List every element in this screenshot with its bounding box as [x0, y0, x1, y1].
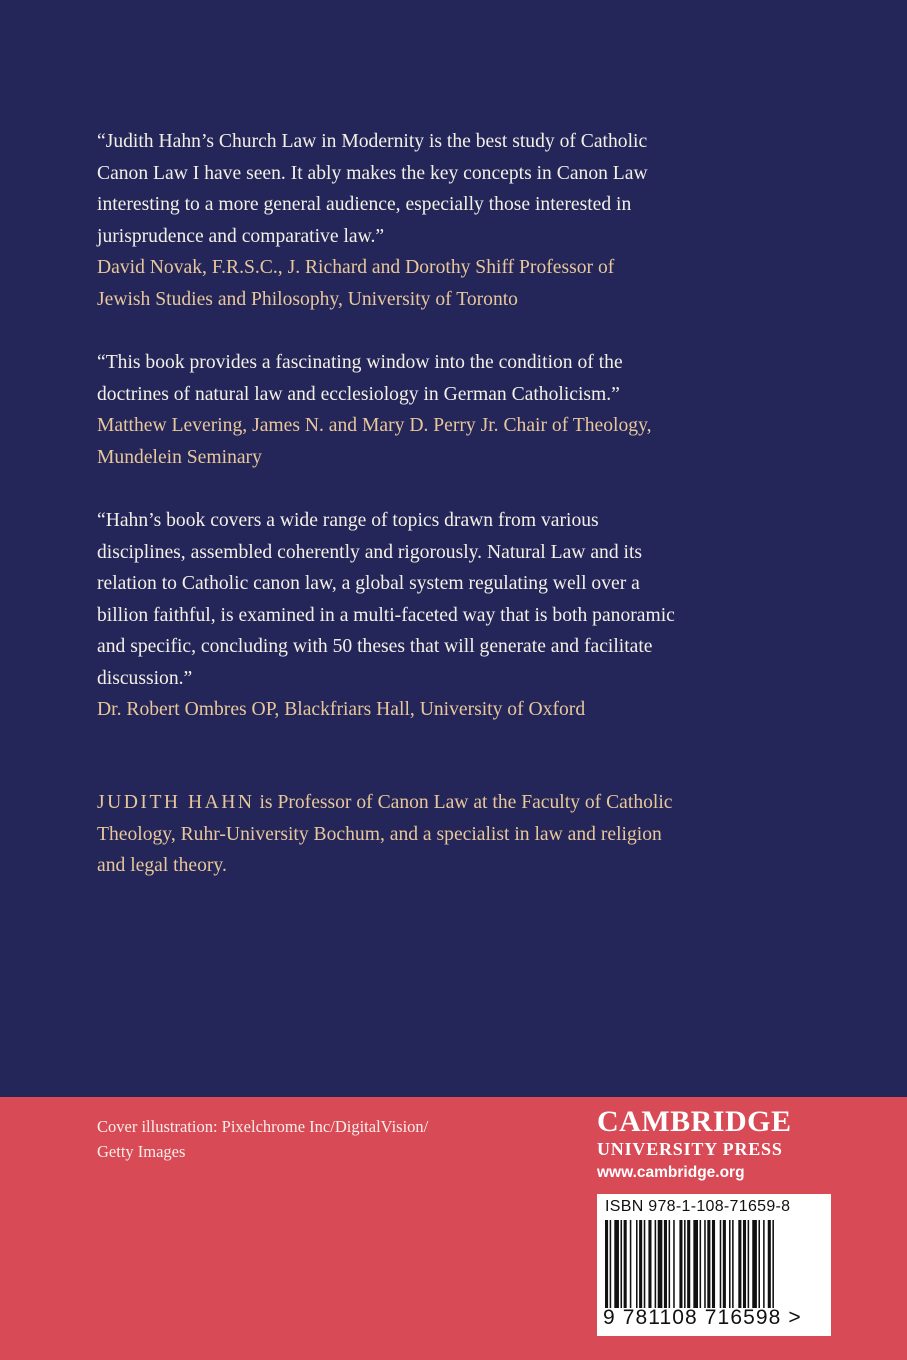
author-name: JUDITH HAHN [97, 792, 255, 813]
quote-line: “Judith Hahn’s Church Law in Modernity is the best study of Catholic [97, 131, 648, 152]
barcode-panel [597, 1194, 831, 1336]
attribution-line: Jewish Studies and Philosophy, University of Toronto [97, 288, 518, 310]
author-bio [97, 787, 797, 882]
cover-credit [97, 1114, 517, 1164]
barcode-icon [605, 1220, 819, 1308]
attribution-line: Mundelein Seminary [97, 446, 262, 468]
quote-line: billion faithful, is examined in a multi-faceted way that is both panoramic [97, 604, 675, 626]
quote-line: disciplines, assembled coherently and rigorously. Natural Law and its [97, 541, 643, 563]
author-bio-line: Theology, Ruhr-University Bochum, and a specialist in law and religion [97, 823, 662, 845]
blurb-novak [97, 126, 797, 315]
quote-line: relation to Catholic canon law, a global system regulating well over a [97, 573, 640, 594]
publisher-logo [597, 1106, 837, 1184]
attribution-line: Matthew Levering, James N. and Mary D. Perry Jr. Chair of Theology, [97, 415, 652, 436]
author-bio-line [97, 787, 797, 819]
quote-line: discussion.” [97, 667, 193, 689]
publisher-url: www.cambridge.org [597, 1164, 745, 1181]
quote-line: “Hahn’s book covers a wide range of topics drawn from various [97, 510, 599, 531]
quote-line: interesting to a more general audience, especially those interested in [97, 194, 632, 215]
blurb-levering [97, 347, 797, 473]
blurbs-section [97, 126, 797, 758]
isbn-text: ISBN 978-1-108-71659-8 [605, 1198, 791, 1215]
credit-line: Getty Images [97, 1142, 186, 1161]
quote-line: “This book provides a fascinating window into the condition of the [97, 352, 623, 373]
blurb-ombres [97, 505, 797, 726]
publisher-name: CAMBRIDGE [597, 1105, 792, 1138]
quote-line: and specific, concluding with 50 theses that will generate and facilitate [97, 636, 653, 657]
quote-line: Canon Law I have seen. It ably makes the key concepts in Canon Law [97, 162, 648, 184]
quote-line: doctrines of natural law and ecclesiology in German Catholicism.” [97, 383, 620, 405]
author-bio-line: and legal theory. [97, 855, 227, 876]
attribution-line: Dr. Robert Ombres OP, Blackfriars Hall, University of Oxford [97, 699, 586, 720]
attribution-line: David Novak, F.R.S.C., J. Richard and Dorothy Shiff Professor of [97, 257, 615, 278]
credit-line: Cover illustration: Pixelchrome Inc/DigitalVision/ [97, 1117, 429, 1136]
quote-line: jurisprudence and comparative law.” [97, 225, 385, 247]
publisher-subtitle: UNIVERSITY PRESS [597, 1139, 783, 1159]
author-bio-text: is Professor of Canon Law at the Faculty of Catholic [254, 792, 673, 813]
barcode-digits: 9 781108 716598 > [603, 1306, 802, 1329]
